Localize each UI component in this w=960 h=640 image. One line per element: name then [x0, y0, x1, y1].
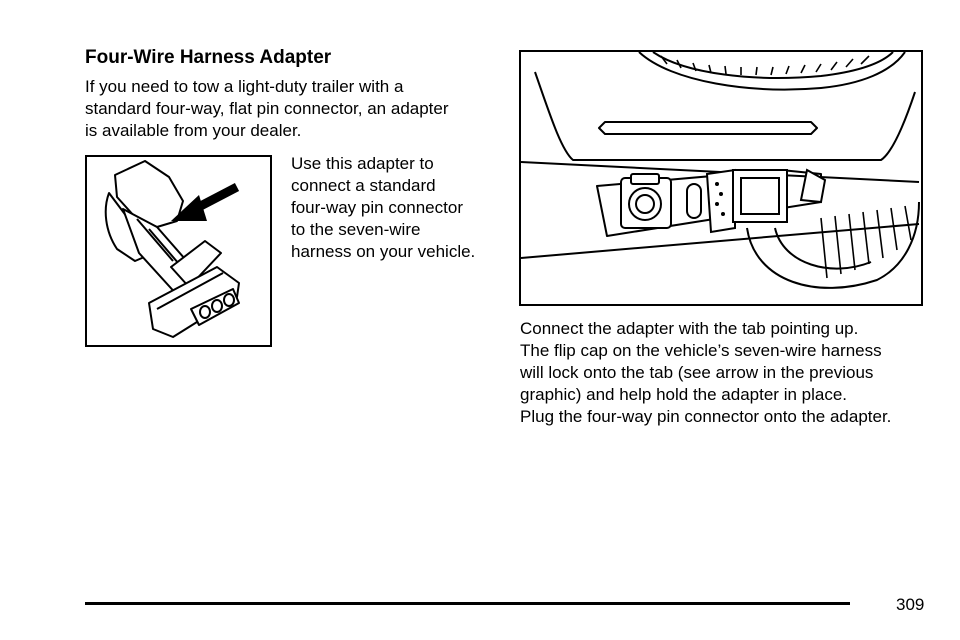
adapter-line: harness on your vehicle. — [291, 242, 476, 261]
intro-paragraph — [85, 76, 485, 142]
vehicle-hitch-drawing — [521, 52, 921, 304]
connect-line: Connect the adapter with the tab pointing up. — [520, 319, 859, 338]
intro-line: If you need to tow a light-duty trailer with a — [85, 77, 404, 96]
adapter-line: four-way pin connector — [291, 198, 463, 217]
vehicle-hitch-illustration — [519, 50, 923, 306]
connect-instructions — [520, 318, 940, 428]
connect-line: The flip cap on the vehicle’s seven-wire harness — [520, 341, 882, 360]
connect-line: will lock onto the tab (see arrow in the previous — [520, 363, 874, 382]
adapter-line: Use this adapter to — [291, 154, 434, 173]
adapter-line: connect a standard — [291, 176, 436, 195]
adapter-illustration — [85, 155, 272, 347]
connect-line: Plug the four-way pin connector onto the adapter. — [520, 407, 892, 426]
adapter-drawing — [87, 157, 270, 345]
connect-line: graphic) and help hold the adapter in place. — [520, 385, 848, 404]
adapter-description — [291, 153, 501, 263]
page-number: 309 — [896, 595, 925, 614]
adapter-line: to the seven-wire — [291, 220, 421, 239]
section-title: Four-Wire Harness Adapter — [85, 47, 332, 68]
intro-line: is available from your dealer. — [85, 121, 302, 140]
footer-rule — [85, 602, 850, 605]
intro-line: standard four-way, flat pin connector, an adapter — [85, 99, 449, 118]
